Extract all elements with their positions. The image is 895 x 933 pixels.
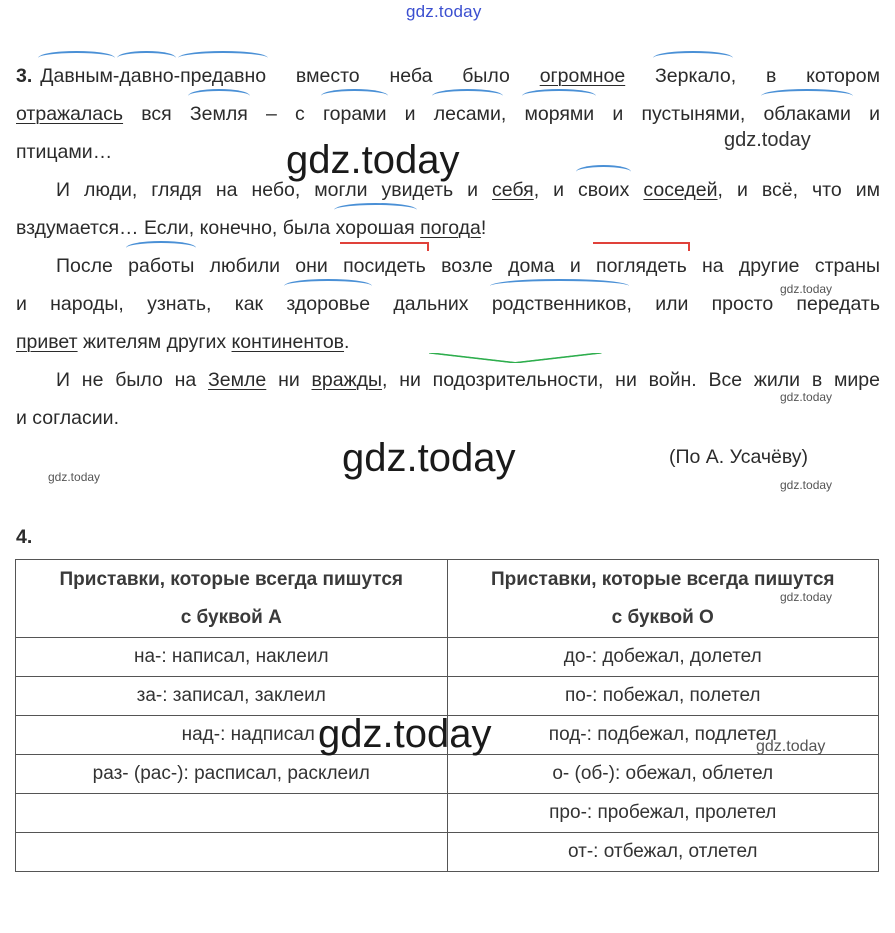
cell-a <box>16 794 448 833</box>
cell-o: по-: побежал, полетел <box>447 677 879 716</box>
cell-o: до-: добежал, долетел <box>447 638 879 677</box>
task3-number: 3. <box>16 65 33 87</box>
text-line-10 <box>16 399 880 437</box>
grammar-mark: погода <box>420 217 481 239</box>
grammar-mark: давно <box>119 57 173 95</box>
grammar-mark: огромное <box>539 65 626 87</box>
watermark-small: gdz.today <box>780 390 833 404</box>
grammar-mark: поглядеть <box>596 247 687 285</box>
header-line: с буквой О <box>611 606 714 628</box>
cell-o: под-: подбежал, подлетел <box>447 716 879 755</box>
text-line-2 <box>16 95 880 133</box>
text-line-7 <box>16 285 880 323</box>
grammar-mark: здоровье <box>286 285 370 323</box>
watermark-large: gdz.today <box>286 138 460 182</box>
line-text: После работы любили они посидеть возле дома и поглядеть на другие страны <box>56 255 880 277</box>
grammar-mark: облаками <box>763 95 850 133</box>
table-row <box>16 755 879 794</box>
line-text: И люди, глядя на небо, могли увидеть и себя, и своих соседей, и всё, что им <box>56 179 880 201</box>
table-row <box>16 794 879 833</box>
task3-text <box>16 57 880 437</box>
watermark-small: gdz.today <box>780 590 833 604</box>
watermark-small: gdz.today <box>780 478 833 492</box>
header-line: с буквой А <box>180 606 282 628</box>
cell-a: над-: надписал <box>16 716 448 755</box>
grammar-mark: предавно <box>180 57 266 95</box>
cell-a <box>16 833 448 872</box>
line-text: вздумается… Если, конечно, была хорошая погода! <box>16 217 486 239</box>
grammar-mark: соседей <box>643 179 718 201</box>
grammar-mark: Земля <box>190 95 248 133</box>
cell-a: за-: записал, заклеил <box>16 677 448 716</box>
cell-o: о- (об-): обежал, облетел <box>447 755 879 794</box>
watermark-large: gdz.today <box>342 436 516 480</box>
grammar-mark: морями <box>524 95 594 133</box>
grammar-mark: посидеть <box>343 247 426 285</box>
table-row <box>16 677 879 716</box>
line-text: отражалась вся Земля – с горами и лесами, морями и пустынями, облаками и <box>16 103 880 125</box>
watermark-small: gdz.today <box>48 470 101 484</box>
grammar-mark: вражды <box>311 369 383 391</box>
grammar-mark: континентов <box>231 331 345 353</box>
header-prefix-a <box>16 560 448 638</box>
cell-o: от-: отбежал, отлетел <box>447 833 879 872</box>
grammar-mark: хорошая <box>336 209 415 247</box>
grammar-mark: отражалась <box>16 103 124 125</box>
table-row <box>16 833 879 872</box>
watermark-medium: gdz.today <box>724 129 811 151</box>
line-text: и народы, узнать, как здоровье дальних родственников, или просто передать <box>16 293 880 315</box>
table-row <box>16 638 879 677</box>
grammar-mark: своих <box>578 171 629 209</box>
grammar-mark: лесами <box>434 95 501 133</box>
grammar-mark: Давным <box>40 57 113 95</box>
text-line-6 <box>16 247 880 285</box>
line-text: птицами… <box>16 141 113 163</box>
grammar-mark: привет <box>16 331 78 353</box>
grammar-mark: горами <box>323 95 387 133</box>
grammar-mark: Зеркало <box>655 57 731 95</box>
grammar-mark: родственников <box>492 285 627 323</box>
watermark-small: gdz.today <box>780 282 833 296</box>
watermark-small: gdz.today <box>756 738 826 755</box>
line-text: привет жителям других континентов. <box>16 331 350 353</box>
author-credit: (По А. Усачёву) <box>669 446 809 468</box>
watermark-top: gdz.today <box>406 2 482 21</box>
cell-o: про-: пробежал, пролетел <box>447 794 879 833</box>
cell-a: раз- (рас-): расписал, расклеил <box>16 755 448 794</box>
header-line: Приставки, которые всегда пишутся <box>491 568 835 590</box>
watermark-large: gdz.today <box>318 712 492 756</box>
task4-number: 4. <box>16 526 33 548</box>
text-line-9 <box>16 361 880 399</box>
cell-a: на-: написал, наклеил <box>16 638 448 677</box>
table-header-row <box>16 560 879 638</box>
grammar-mark: подозрительности <box>433 361 598 399</box>
grammar-mark: работы <box>128 247 194 285</box>
grammar-mark: Земле <box>208 369 267 391</box>
line-text: и согласии. <box>16 407 119 429</box>
line-text: Давным-давно-предавно вместо неба было огромное Зеркало, в котором <box>40 65 880 87</box>
line-text: И не было на Земле ни вражды, ни подозрительности, ни войн. Все жили в мире <box>56 369 880 391</box>
header-line: Приставки, которые всегда пишутся <box>59 568 403 590</box>
grammar-mark: себя <box>492 179 534 201</box>
